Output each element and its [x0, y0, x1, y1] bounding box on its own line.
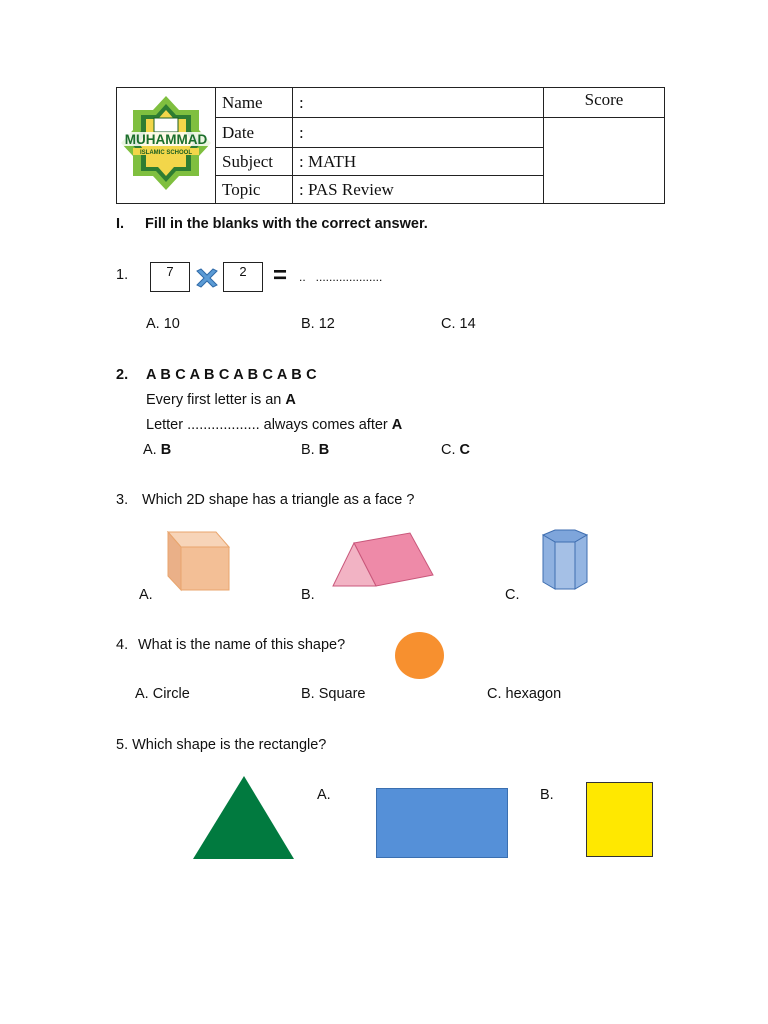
- q3-option-b[interactable]: B.: [301, 587, 315, 603]
- cube-image: [166, 531, 232, 593]
- school-logo-cell: [117, 88, 216, 204]
- q3-option-a[interactable]: A.: [139, 587, 153, 603]
- q4-option-a[interactable]: A. Circle: [135, 686, 190, 702]
- q3-number: 3.: [116, 492, 129, 508]
- date-label: Date: [216, 118, 293, 148]
- subject-value: : MATH: [293, 148, 544, 176]
- name-label: Name: [216, 88, 293, 118]
- q5-question: 5. Which shape is the rectangle?: [116, 737, 327, 753]
- q5-option-b[interactable]: B.: [540, 787, 554, 803]
- topic-value: : PAS Review: [293, 176, 544, 204]
- q2-option-b[interactable]: B. B: [301, 442, 330, 458]
- q2-option-a[interactable]: A. B: [143, 442, 172, 458]
- q1-operand-b: 2: [223, 262, 263, 292]
- q2-question-line: Letter .................. always comes after A: [146, 417, 403, 433]
- q3-option-c[interactable]: C.: [505, 587, 520, 603]
- q4-question: What is the name of this shape?: [138, 637, 346, 653]
- header-table: [116, 87, 665, 204]
- score-label: Score: [544, 88, 665, 118]
- section-number: I.: [116, 216, 125, 232]
- q1-number: 1.: [116, 267, 129, 283]
- q2-rule-line: Every first letter is an A: [146, 392, 296, 408]
- name-value[interactable]: :: [293, 88, 544, 118]
- q1-equals: =: [273, 262, 288, 289]
- q1-operand-a: 7: [150, 262, 190, 292]
- q4-option-c[interactable]: C. hexagon: [487, 686, 562, 702]
- green-triangle-image: [192, 775, 296, 861]
- svg-text:ISLAMIC SCHOOL: ISLAMIC SCHOOL: [140, 150, 192, 156]
- multiply-icon: [195, 268, 219, 288]
- triangular-prism-image: [330, 531, 436, 589]
- q2-number: 2.: [116, 367, 129, 383]
- school-logo: [117, 88, 215, 198]
- q2-option-c[interactable]: C. C: [441, 442, 471, 458]
- q3-question: Which 2D shape has a triangle as a face ?: [142, 492, 415, 508]
- hexagonal-prism-image: [538, 529, 592, 591]
- q1-option-c[interactable]: C. 14: [441, 316, 476, 332]
- svg-text:MUHAMMAD: MUHAMMAD: [124, 132, 208, 147]
- q5-option-a[interactable]: A.: [317, 787, 331, 803]
- q1-option-b[interactable]: B. 12: [301, 316, 335, 332]
- subject-label: Subject: [216, 148, 293, 176]
- q1-answer-blank[interactable]: .. ....................: [299, 270, 383, 284]
- yellow-square-image: [586, 782, 653, 857]
- blue-rectangle-image: [376, 788, 508, 858]
- section-instruction: Fill in the blanks with the correct answer.: [145, 216, 428, 232]
- q2-pattern: A B C A B C A B C A B C: [146, 367, 317, 383]
- q1-option-a[interactable]: A. 10: [146, 316, 180, 332]
- q4-number: 4.: [116, 637, 129, 653]
- topic-label: Topic: [216, 176, 293, 204]
- orange-circle-image: [395, 632, 444, 679]
- date-value[interactable]: :: [293, 118, 544, 148]
- q4-option-b[interactable]: B. Square: [301, 686, 366, 702]
- score-box[interactable]: [544, 118, 665, 204]
